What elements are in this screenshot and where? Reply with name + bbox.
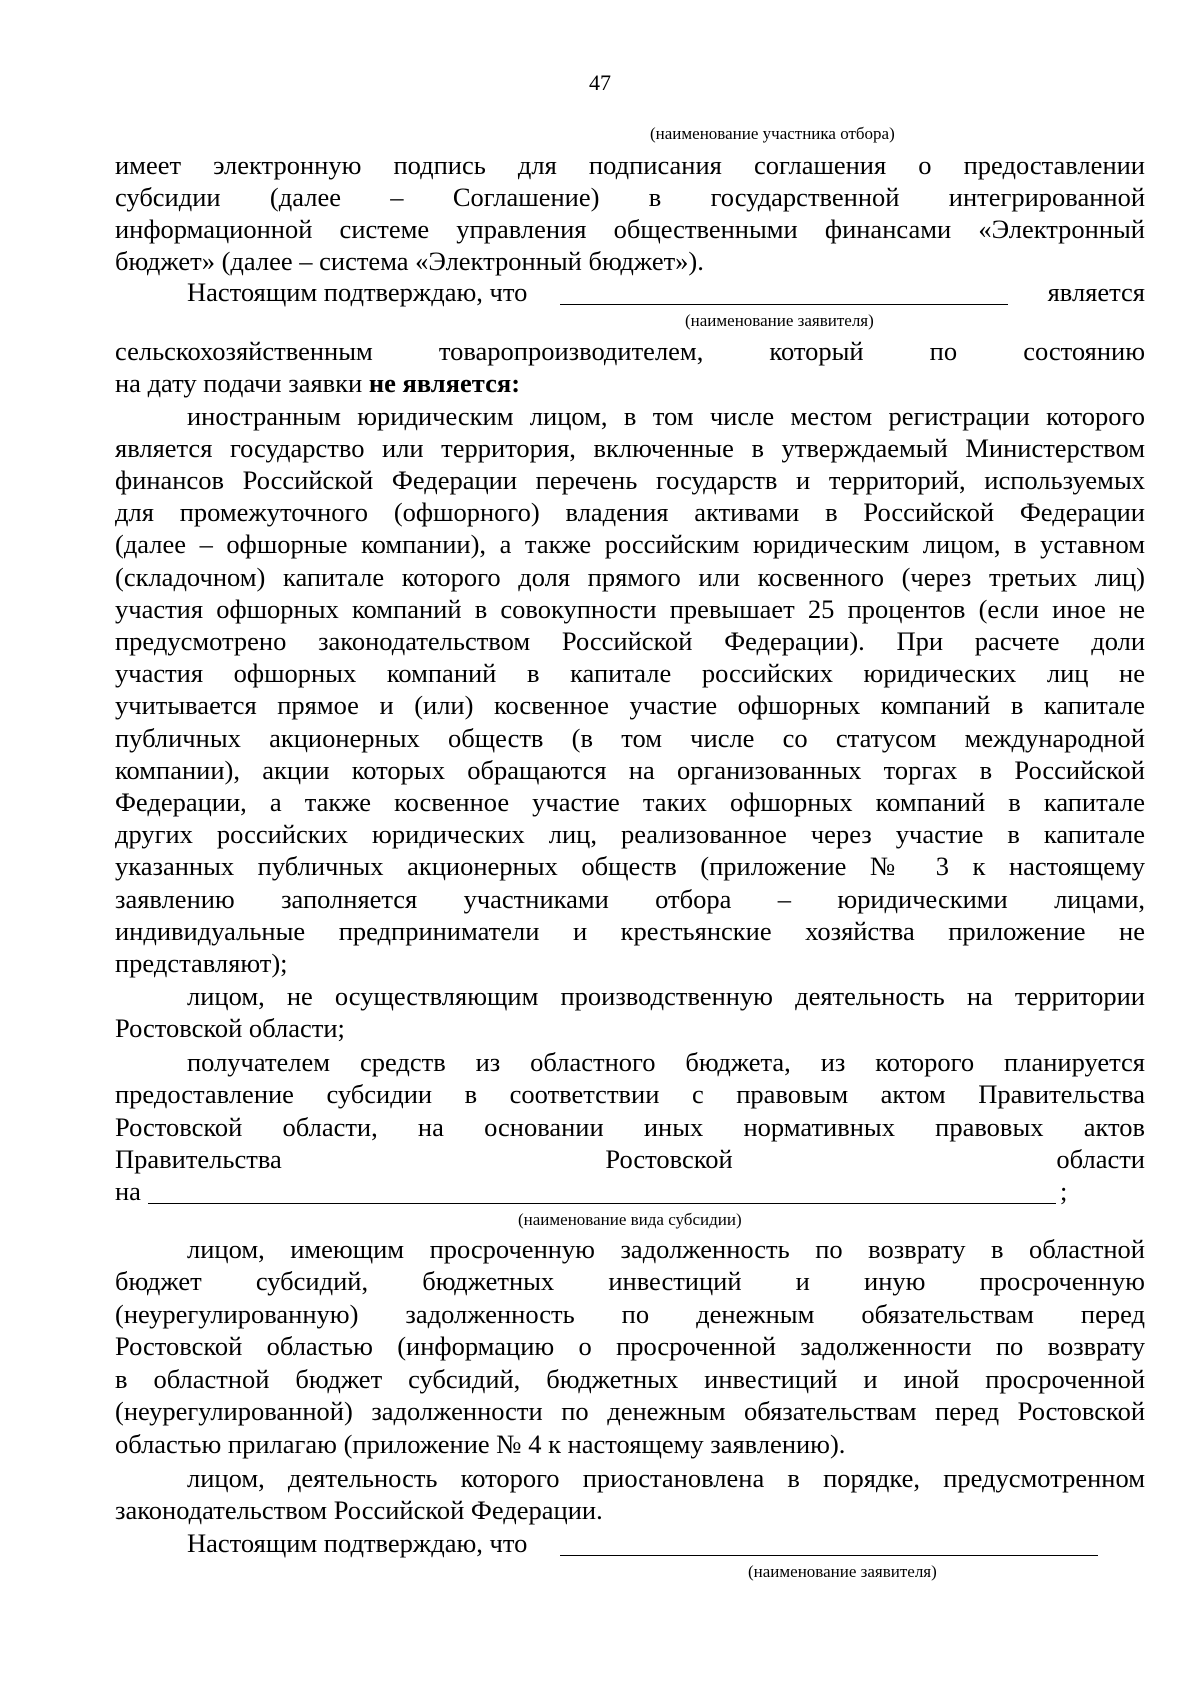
text-line: указанных публичных акционерных обществ (приложение № 3 к настоящему	[115, 851, 1145, 881]
text-line: бюджет субсидий, бюджетных инвестиций и иную просроченную	[115, 1266, 1145, 1296]
text-line: бюджет» (далее – система «Электронный бюджет»).	[115, 246, 704, 276]
caption-applicant-name: (наименование заявителя)	[685, 311, 874, 330]
text-line: в областной бюджет субсидий, бюджетных инвестиций и иной просроченной	[115, 1364, 1145, 1394]
text-line: имеет электронную подпись для подписания соглашения о предоставлении	[115, 150, 1145, 180]
text-line: (далее – офшорные компании), а также российским юридическим лицом, в уставном	[115, 529, 1145, 559]
page-number: 47	[589, 70, 611, 95]
text-line: субсидии (далее – Соглашение) в государственной интегрированной	[115, 182, 1145, 212]
text-line: иностранным юридическим лицом, в том числе местом регистрации которого	[187, 401, 1145, 431]
text-line: является государство или территория, включенные в утверждаемый Министерством	[115, 433, 1145, 463]
text-line: финансов Российской Федерации перечень государств и территорий, используемых	[115, 465, 1145, 495]
text-line: Правительства Ростовской области	[115, 1144, 1145, 1174]
subsidy-name-blank	[148, 1203, 1056, 1204]
text-line: других российских юридических лиц, реализованное через участие в капитале	[115, 819, 1145, 849]
confirm-lead-1: Настоящим подтверждаю, что	[187, 277, 528, 307]
bold-text: не является:	[368, 368, 521, 398]
text-line: для промежуточного (офшорного) владения активами в Российской Федерации	[115, 497, 1145, 527]
text-span: на дату подачи заявки	[115, 368, 363, 398]
confirm-trail-1: является	[1047, 277, 1145, 307]
text-line: лицом, деятельность которого приостановлена в порядке, предусмотренном	[187, 1463, 1145, 1493]
text-line: (складочном) капитале которого доля прямого или косвенного (через третьих лиц)	[115, 562, 1145, 592]
text-line: получателем средств из областного бюджета, из которого планируется	[187, 1047, 1145, 1077]
subsidy-line-lead: на	[115, 1176, 141, 1206]
text-line: информационной системе управления общественными финансами «Электронный	[115, 214, 1145, 244]
text-line: публичных акционерных обществ (в том числе со статусом международной	[115, 723, 1145, 753]
text-line: компании), акции которых обращаются на организованных торгах в Российской	[115, 755, 1145, 785]
text-line: Ростовской области;	[115, 1013, 345, 1043]
text-line: областью прилагаю (приложение № 4 к настоящему заявлению).	[115, 1429, 846, 1459]
applicant-name-blank-1	[560, 304, 1008, 305]
text-line: лицом, не осуществляющим производственную деятельность на территории	[187, 981, 1145, 1011]
text-line: представляют);	[115, 948, 288, 978]
text-line: сельскохозяйственным товаропроизводителем, который по состоянию	[115, 336, 1145, 366]
text-line: предоставление субсидии в соответствии с правовым актом Правительства	[115, 1079, 1145, 1109]
text-line: (неурегулированной) задолженности по денежным обязательствам перед Ростовской	[115, 1396, 1145, 1426]
text-line: учитывается прямое и (или) косвенное участие офшорных компаний в капитале	[115, 690, 1145, 720]
text-line: Федерации, а также косвенное участие таких офшорных компаний в капитале	[115, 787, 1145, 817]
caption-participant-name: (наименование участника отбора)	[650, 124, 895, 143]
subsidy-line-trail: ;	[1060, 1176, 1068, 1206]
text-line	[115, 367, 1145, 399]
caption-subsidy-type: (наименование вида субсидии)	[518, 1210, 742, 1229]
confirm-lead-2: Настоящим подтверждаю, что	[187, 1528, 528, 1558]
text-line: предусмотрено законодательством Российской Федерации). При расчете доли	[115, 626, 1145, 656]
caption-applicant-name-2: (наименование заявителя)	[748, 1562, 937, 1581]
text-line: заявлению заполняется участниками отбора – юридическими лицами,	[115, 884, 1145, 914]
text-line: законодательством Российской Федерации.	[115, 1495, 603, 1525]
text-line: участия офшорных компаний в капитале российских юридических лиц не	[115, 658, 1145, 688]
text-line: Ростовской области, на основании иных нормативных правовых актов	[115, 1112, 1145, 1142]
text-line: Ростовской областью (информацию о просроченной задолженности по возврату	[115, 1331, 1145, 1361]
text-line: (неурегулированную) задолженность по денежным обязательствам перед	[115, 1299, 1145, 1329]
text-line: индивидуальные предприниматели и крестьянские хозяйства приложение не	[115, 916, 1145, 946]
text-line: участия офшорных компаний в совокупности превышает 25 процентов (если иное не	[115, 594, 1145, 624]
applicant-name-blank-2	[560, 1555, 1098, 1556]
text-line: лицом, имеющим просроченную задолженность по возврату в областной	[187, 1234, 1145, 1264]
